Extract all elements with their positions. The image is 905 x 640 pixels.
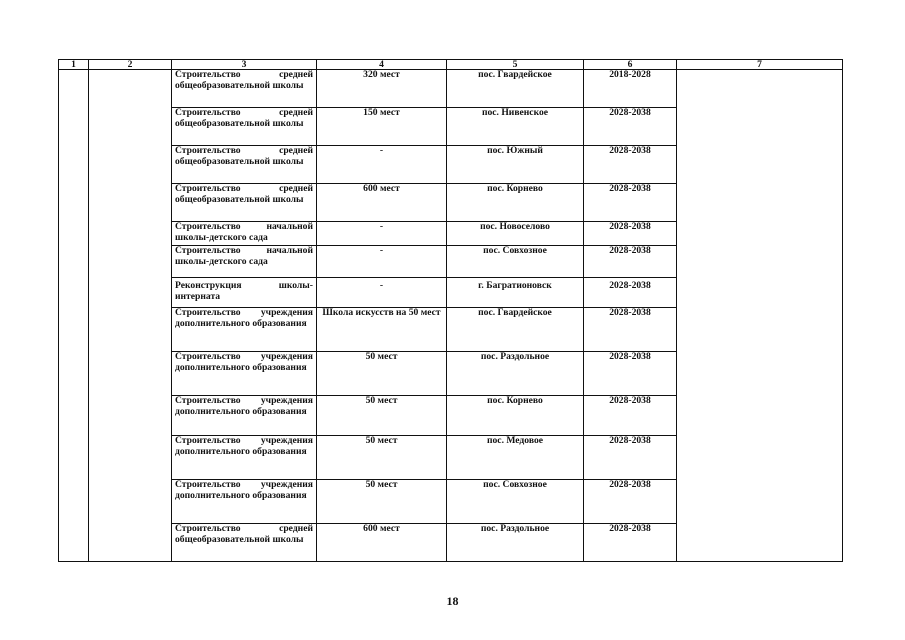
- col-header-2: 2: [89, 60, 172, 70]
- object-cell: Строительство средней общеобразовательной школы: [172, 70, 317, 108]
- period-cell: 2028-2038: [584, 524, 677, 562]
- location-cell: пос. Совхозное: [447, 480, 584, 524]
- period-cell: 2028-2038: [584, 246, 677, 278]
- object-cell: Строительство начальной школы-детского сада: [172, 246, 317, 278]
- location-cell: пос. Южный: [447, 146, 584, 184]
- period-cell: 2028-2038: [584, 308, 677, 352]
- period-cell: 2028-2038: [584, 480, 677, 524]
- capacity-cell: 600 мест: [317, 524, 447, 562]
- col-header-1: 1: [59, 60, 89, 70]
- col-header-5: 5: [447, 60, 584, 70]
- capacity-cell: 50 мест: [317, 396, 447, 436]
- capacity-cell: -: [317, 278, 447, 308]
- period-cell: 2028-2038: [584, 396, 677, 436]
- objects-table: [58, 59, 843, 562]
- col-header-7: 7: [677, 60, 843, 70]
- object-cell: Строительство учреждения дополнительного образования: [172, 436, 317, 480]
- col-header-6: 6: [584, 60, 677, 70]
- object-cell: Строительство учреждения дополнительного образования: [172, 480, 317, 524]
- capacity-cell: 50 мест: [317, 436, 447, 480]
- object-cell: Строительство начальной школы-детского сада: [172, 222, 317, 246]
- location-cell: пос. Гвардейское: [447, 70, 584, 108]
- period-cell: 2028-2038: [584, 278, 677, 308]
- location-cell: пос. Медовое: [447, 436, 584, 480]
- period-cell: 2028-2038: [584, 436, 677, 480]
- object-cell: Строительство учреждения дополнительного образования: [172, 396, 317, 436]
- object-cell: Строительство учреждения дополнительного образования: [172, 308, 317, 352]
- capacity-cell: 150 мест: [317, 108, 447, 146]
- object-cell: Строительство средней общеобразовательной школы: [172, 146, 317, 184]
- capacity-cell: 50 мест: [317, 480, 447, 524]
- location-cell: пос. Корнево: [447, 184, 584, 222]
- period-cell: 2028-2038: [584, 222, 677, 246]
- object-cell: Строительство средней общеобразовательной школы: [172, 184, 317, 222]
- period-cell: 2028-2038: [584, 108, 677, 146]
- col-1-cell: [59, 70, 89, 562]
- location-cell: пос. Корнево: [447, 396, 584, 436]
- capacity-cell: 320 мест: [317, 70, 447, 108]
- location-cell: пос. Совхозное: [447, 246, 584, 278]
- location-cell: пос. Раздольное: [447, 524, 584, 562]
- table-row: [59, 70, 843, 108]
- capacity-cell: Школа искусств на 50 мест: [317, 308, 447, 352]
- location-cell: пос. Нивенское: [447, 108, 584, 146]
- object-cell: Строительство средней общеобразовательной школы: [172, 524, 317, 562]
- location-cell: пос. Гвардейское: [447, 308, 584, 352]
- location-cell: пос. Новоселово: [447, 222, 584, 246]
- col-header-4: 4: [317, 60, 447, 70]
- col-7-cell: [677, 70, 843, 562]
- location-cell: пос. Раздольное: [447, 352, 584, 396]
- capacity-cell: -: [317, 246, 447, 278]
- object-cell: Строительство учреждения дополнительного образования: [172, 352, 317, 396]
- capacity-cell: 600 мест: [317, 184, 447, 222]
- header-row: [59, 60, 843, 70]
- capacity-cell: -: [317, 222, 447, 246]
- period-cell: 2028-2038: [584, 146, 677, 184]
- page-number: 18: [446, 594, 459, 608]
- col-header-3: 3: [172, 60, 317, 70]
- capacity-cell: 50 мест: [317, 352, 447, 396]
- period-cell: 2028-2038: [584, 352, 677, 396]
- object-cell: Строительство средней общеобразовательной школы: [172, 108, 317, 146]
- period-cell: 2028-2038: [584, 184, 677, 222]
- period-cell: 2018-2028: [584, 70, 677, 108]
- location-cell: г. Багратионовск: [447, 278, 584, 308]
- object-cell: Реконструкция школы-интерната: [172, 278, 317, 308]
- capacity-cell: -: [317, 146, 447, 184]
- col-2-cell: [89, 70, 172, 562]
